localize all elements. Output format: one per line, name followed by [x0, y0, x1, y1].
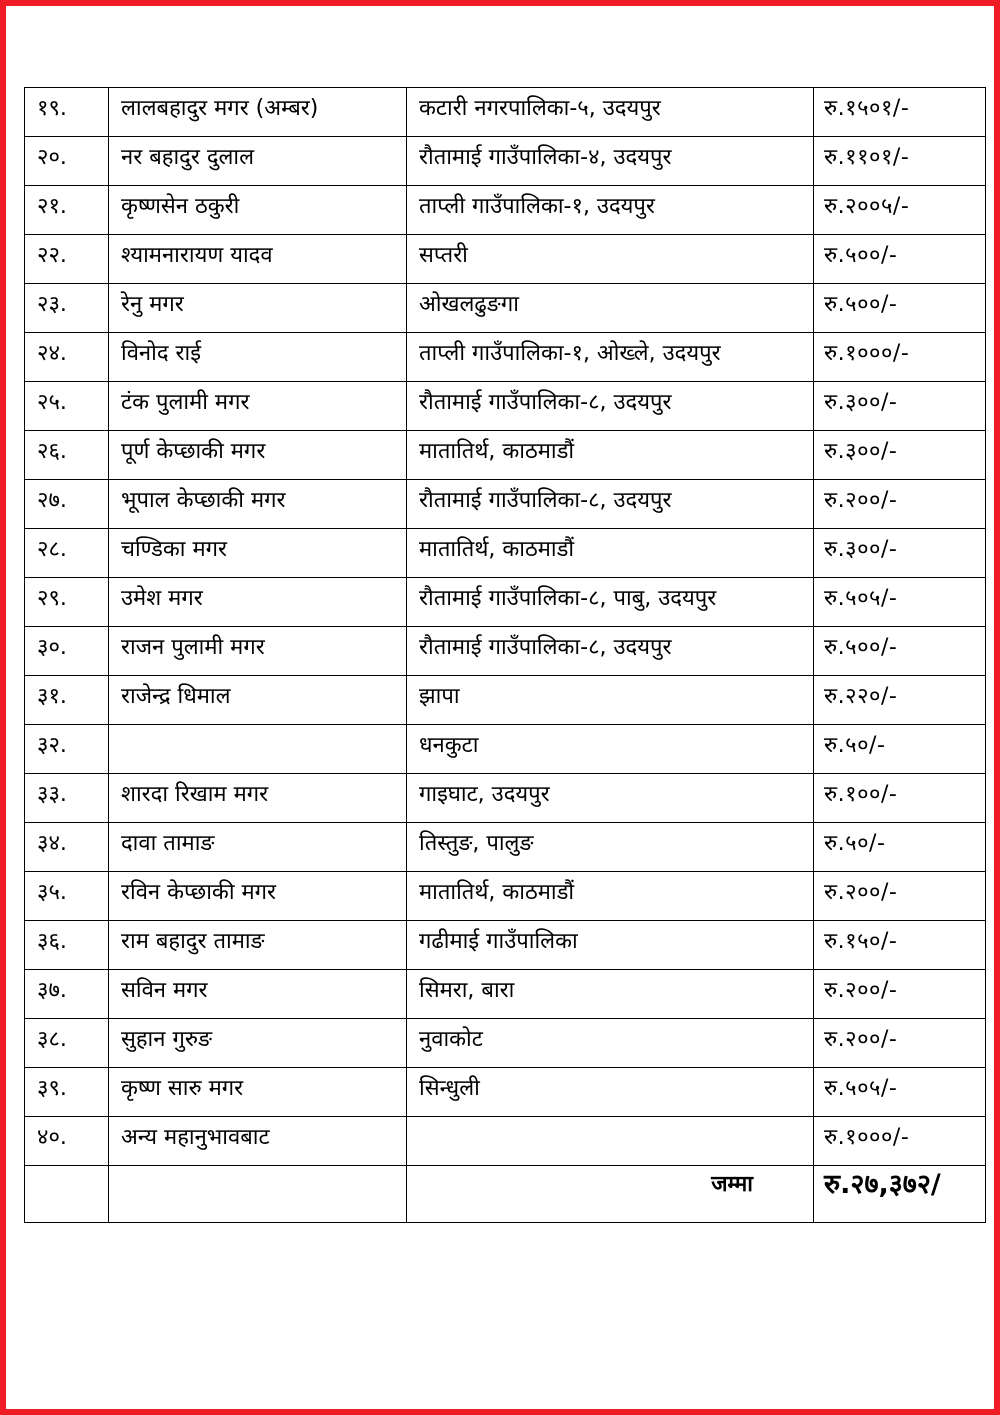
- table-row: [25, 921, 986, 970]
- donor-name-cell: उमेश मगर: [109, 578, 407, 627]
- serial-number-cell: २८.: [25, 529, 109, 578]
- serial-number-cell: ३६.: [25, 921, 109, 970]
- table-row: [25, 774, 986, 823]
- table-row: [25, 725, 986, 774]
- table-row: [25, 382, 986, 431]
- amount-cell: रु.५००/-: [814, 627, 986, 676]
- serial-number-cell: २२.: [25, 235, 109, 284]
- donor-name-cell: कृष्ण सारु मगर: [109, 1068, 407, 1117]
- serial-number-cell: ४०.: [25, 1117, 109, 1166]
- address-cell: गढीमाई गाउँपालिका: [407, 921, 814, 970]
- serial-number-cell: ३०.: [25, 627, 109, 676]
- donor-name-cell: सुहान गुरुङ: [109, 1019, 407, 1068]
- serial-number-cell: २६.: [25, 431, 109, 480]
- amount-cell: रु.२००५/-: [814, 186, 986, 235]
- table-row: [25, 88, 986, 137]
- address-cell: रौतामाई गाउँपालिका-४, उदयपुर: [407, 137, 814, 186]
- donor-name-cell: नर बहादुर दुलाल: [109, 137, 407, 186]
- table-row: [25, 284, 986, 333]
- table-row: [25, 676, 986, 725]
- serial-number-cell: २७.: [25, 480, 109, 529]
- amount-cell: रु.२००/-: [814, 970, 986, 1019]
- table-row: [25, 1068, 986, 1117]
- address-cell: सिमरा, बारा: [407, 970, 814, 1019]
- serial-number-cell: ३२.: [25, 725, 109, 774]
- table-row: [25, 333, 986, 382]
- table-row: [25, 872, 986, 921]
- serial-number-cell: ३३.: [25, 774, 109, 823]
- amount-cell: रु.२००/-: [814, 480, 986, 529]
- serial-number-cell: ३८.: [25, 1019, 109, 1068]
- address-cell: मातातिर्थ, काठमाडौं: [407, 872, 814, 921]
- amount-cell: रु.२००/-: [814, 1019, 986, 1068]
- address-cell: धनकुटा: [407, 725, 814, 774]
- amount-cell: रु.१००/-: [814, 774, 986, 823]
- table-row: [25, 235, 986, 284]
- donation-table-body: [25, 88, 986, 1223]
- amount-cell: रु.३००/-: [814, 529, 986, 578]
- amount-cell: रु.३००/-: [814, 431, 986, 480]
- address-cell: रौतामाई गाउँपालिका-८, उदयपुर: [407, 480, 814, 529]
- donor-name-cell: पूर्ण केप्छाकी मगर: [109, 431, 407, 480]
- serial-number-cell: २५.: [25, 382, 109, 431]
- table-row: [25, 627, 986, 676]
- address-cell: रौतामाई गाउँपालिका-८, उदयपुर: [407, 627, 814, 676]
- amount-cell: रु.१०००/-: [814, 1117, 986, 1166]
- address-cell: मातातिर्थ, काठमाडौं: [407, 529, 814, 578]
- serial-number-cell: २९.: [25, 578, 109, 627]
- table-row: [25, 529, 986, 578]
- amount-cell: रु.५००/-: [814, 284, 986, 333]
- address-cell: [407, 1117, 814, 1166]
- amount-cell: रु.१५०/-: [814, 921, 986, 970]
- table-row: [25, 823, 986, 872]
- total-row: [25, 1166, 986, 1223]
- donor-name-cell: श्यामनारायण यादव: [109, 235, 407, 284]
- donor-name-cell: राम बहादुर तामाङ: [109, 921, 407, 970]
- total-label: जम्मा: [407, 1166, 814, 1223]
- serial-number-cell: ३४.: [25, 823, 109, 872]
- address-cell: ताप्ली गाउँपालिका-१, उदयपुर: [407, 186, 814, 235]
- amount-cell: रु.११०१/-: [814, 137, 986, 186]
- total-empty-cell: [109, 1166, 407, 1223]
- donor-name-cell: [109, 725, 407, 774]
- serial-number-cell: ३५.: [25, 872, 109, 921]
- donor-name-cell: टंक पुलामी मगर: [109, 382, 407, 431]
- address-cell: सिन्धुली: [407, 1068, 814, 1117]
- address-cell: ताप्ली गाउँपालिका-१, ओख्ले, उदयपुर: [407, 333, 814, 382]
- serial-number-cell: २१.: [25, 186, 109, 235]
- table-row: [25, 186, 986, 235]
- donor-name-cell: राजेन्द्र धिमाल: [109, 676, 407, 725]
- donor-name-cell: रविन केप्छाकी मगर: [109, 872, 407, 921]
- donation-table: [24, 87, 986, 1223]
- serial-number-cell: ३९.: [25, 1068, 109, 1117]
- amount-cell: रु.५०/-: [814, 823, 986, 872]
- donor-name-cell: सविन मगर: [109, 970, 407, 1019]
- address-cell: नुवाकोट: [407, 1019, 814, 1068]
- table-row: [25, 578, 986, 627]
- serial-number-cell: ३१.: [25, 676, 109, 725]
- amount-cell: रु.५०/-: [814, 725, 986, 774]
- address-cell: रौतामाई गाउँपालिका-८, उदयपुर: [407, 382, 814, 431]
- table-row: [25, 137, 986, 186]
- address-cell: सप्तरी: [407, 235, 814, 284]
- donor-name-cell: भूपाल केप्छाकी मगर: [109, 480, 407, 529]
- donor-name-cell: राजन पुलामी मगर: [109, 627, 407, 676]
- serial-number-cell: ३७.: [25, 970, 109, 1019]
- amount-cell: रु.५०५/-: [814, 578, 986, 627]
- amount-cell: रु.१५०१/-: [814, 88, 986, 137]
- table-row: [25, 1019, 986, 1068]
- donor-name-cell: शारदा रिखाम मगर: [109, 774, 407, 823]
- amount-cell: रु.३००/-: [814, 382, 986, 431]
- amount-cell: रु.२००/-: [814, 872, 986, 921]
- amount-cell: रु.२२०/-: [814, 676, 986, 725]
- table-row: [25, 480, 986, 529]
- amount-cell: रु.५००/-: [814, 235, 986, 284]
- donor-name-cell: दावा तामाङ: [109, 823, 407, 872]
- donor-name-cell: लालबहादुर मगर (अम्बर): [109, 88, 407, 137]
- address-cell: कटारी नगरपालिका-५, उदयपुर: [407, 88, 814, 137]
- amount-cell: रु.१०००/-: [814, 333, 986, 382]
- address-cell: रौतामाई गाउँपालिका-८, पाबु, उदयपुर: [407, 578, 814, 627]
- serial-number-cell: २४.: [25, 333, 109, 382]
- address-cell: झापा: [407, 676, 814, 725]
- address-cell: ओखलढुङगा: [407, 284, 814, 333]
- serial-number-cell: १९.: [25, 88, 109, 137]
- donor-name-cell: अन्य महानुभावबाट: [109, 1117, 407, 1166]
- amount-cell: रु.५०५/-: [814, 1068, 986, 1117]
- address-cell: मातातिर्थ, काठमाडौं: [407, 431, 814, 480]
- serial-number-cell: २३.: [25, 284, 109, 333]
- total-amount: रु.२७,३७२/: [814, 1166, 986, 1223]
- table-row: [25, 431, 986, 480]
- donor-name-cell: चण्डिका मगर: [109, 529, 407, 578]
- table-row: [25, 1117, 986, 1166]
- total-empty-cell: [25, 1166, 109, 1223]
- table-row: [25, 970, 986, 1019]
- address-cell: तिस्तुङ, पालुङ: [407, 823, 814, 872]
- donor-name-cell: रेनु मगर: [109, 284, 407, 333]
- address-cell: गाइघाट, उदयपुर: [407, 774, 814, 823]
- serial-number-cell: २०.: [25, 137, 109, 186]
- donor-name-cell: कृष्णसेन ठकुरी: [109, 186, 407, 235]
- donor-name-cell: विनोद राई: [109, 333, 407, 382]
